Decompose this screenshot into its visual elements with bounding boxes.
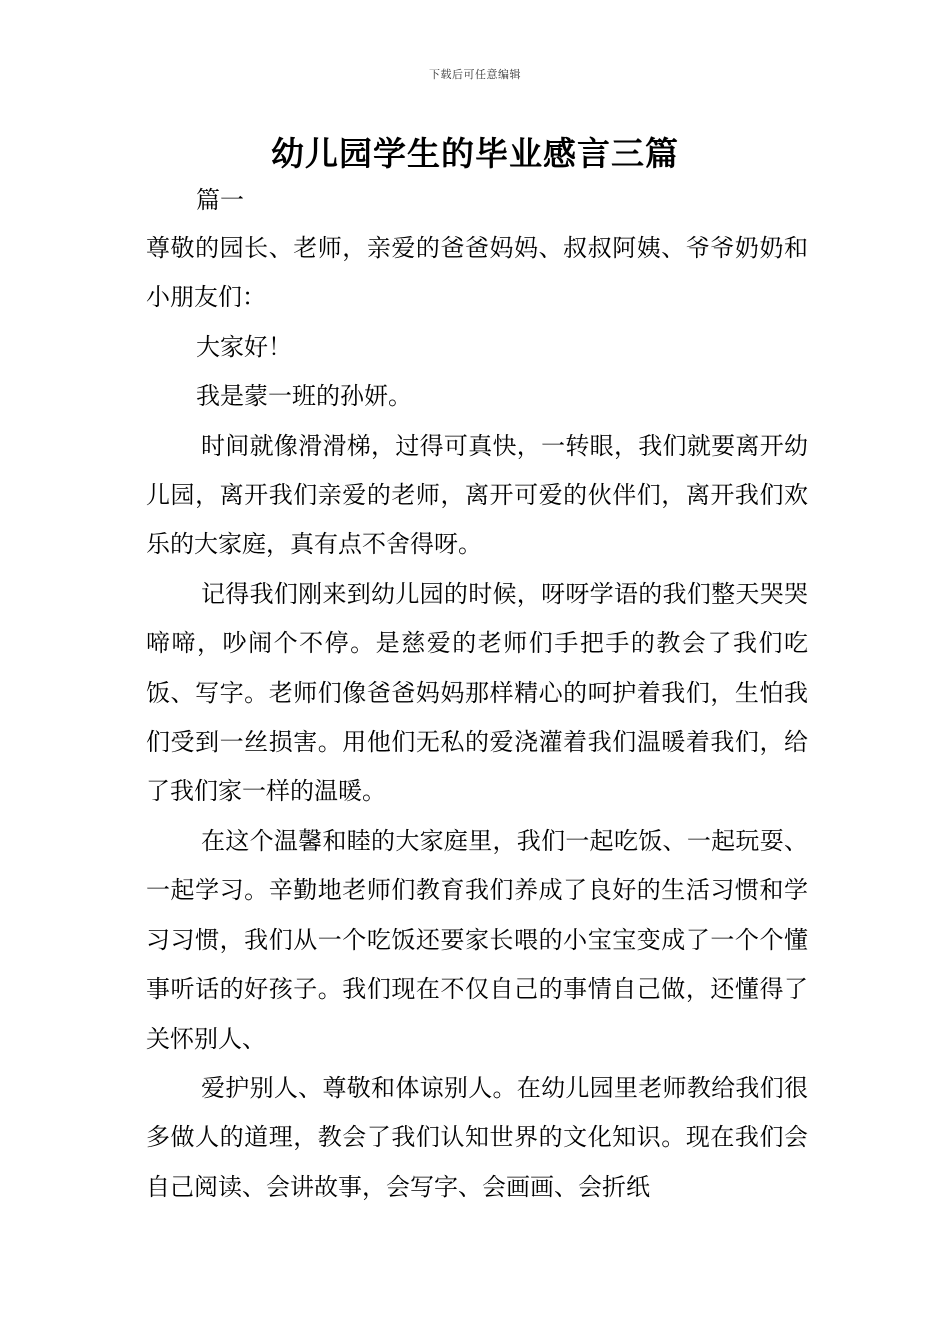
paragraph-learning: 爱护别人、尊敬和体谅别人。在幼儿园里老师教给我们很多做人的道理，教会了我们认知世界的文化知识。现在我们会自己阅读、会讲故事，会写字、会画画、会折纸 bbox=[146, 1073, 808, 1201]
paragraph-time: 时间就像滑滑梯，过得可真快，一转眼，我们就要离开幼儿园，离开我们亲爱的老师，离开可爱的伙伴们，离开我们欢乐的大家庭，真有点不舍得呀。 bbox=[146, 431, 808, 559]
paragraph-greeting: 尊敬的园长、老师，亲爱的爸爸妈妈、叔叔阿姨、爷爷奶奶和小朋友们： bbox=[146, 234, 808, 312]
paragraph-introduction: 我是蒙一班的孙妍。 bbox=[196, 382, 412, 411]
paragraph-hello: 大家好！ bbox=[196, 332, 292, 361]
header-note: 下载后可任意编辑 bbox=[429, 68, 521, 81]
paragraph-family: 在这个温馨和睦的大家庭里，我们一起吃饭、一起玩耍、一起学习。辛勤地老师们教育我们养成了良好的生活习惯和学习习惯，我们从一个吃饭还要家长喂的小宝宝变成了一个个懂事听话的好孩子。我们现在不仅自己的事情自己做，还懂得了关怀别人、 bbox=[146, 826, 808, 1053]
document-body bbox=[146, 176, 808, 1212]
paragraph-memories: 记得我们刚来到幼儿园的时候，呀呀学语的我们整天哭哭啼啼，吵闹个不停。是慈爱的老师们手把手的教会了我们吃饭、写字。老师们像爸爸妈妈那样精心的呵护着我们，生怕我们受到一丝损害。用他们无私的爱浇灌着我们温暖着我们，给了我们家一样的温暖。 bbox=[146, 579, 808, 806]
section-label: 篇一 bbox=[196, 186, 244, 214]
document-title: 幼儿园学生的毕业感言三篇 bbox=[271, 134, 679, 173]
